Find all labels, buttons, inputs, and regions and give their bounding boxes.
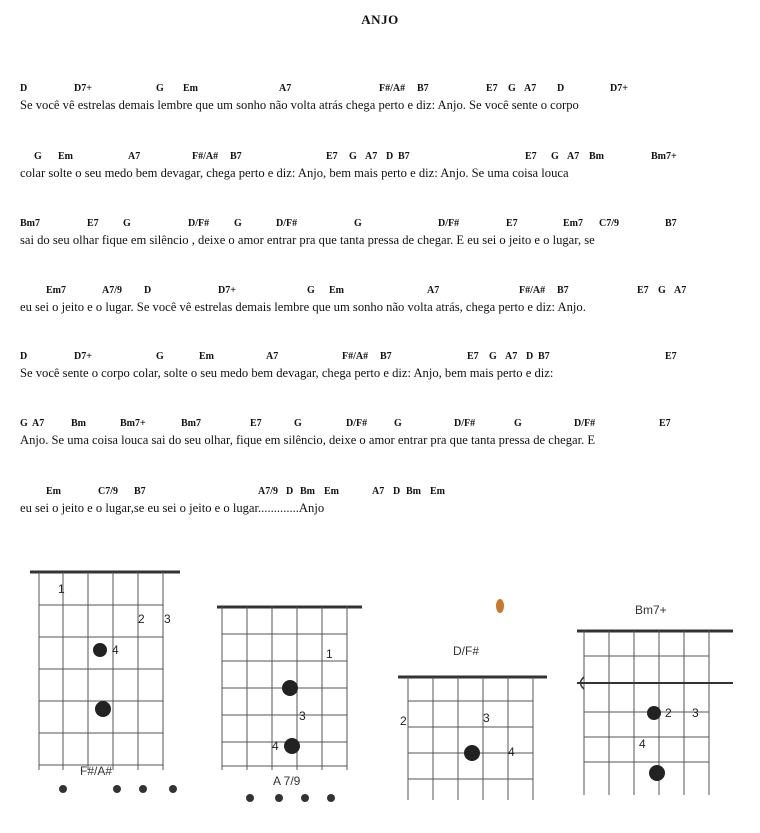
lyric-line: eu sei o jeito e o lugar. Se você vê estrelas demais lembre que um sonho não volta atrás, chega perto e diz: Anjo. [20, 300, 586, 314]
chord: D/F# [574, 418, 596, 429]
chord: E7 [525, 151, 537, 162]
chord: G [307, 285, 315, 296]
chord: B7 [417, 83, 429, 94]
chord: D/F# [346, 418, 368, 429]
finger-number: 1 [58, 582, 65, 596]
chord-lyric-block [20, 285, 750, 315]
chord-line [20, 486, 750, 500]
chord: F#/A# [379, 83, 406, 94]
chord-lyric-block [20, 486, 750, 516]
chord: Bm7+ [651, 151, 677, 162]
chord: G [354, 218, 362, 229]
chord-line [20, 83, 750, 97]
lyric-line: Se você sente o corpo colar, solte o seu medo bem devagar, chega perto e diz: Anjo, bem mais perto e diz: [20, 366, 554, 380]
lyric-line: eu sei o jeito e o lugar,se eu sei o jeito e o lugar.............Anjo [20, 501, 325, 515]
string-marker [59, 785, 67, 793]
chord: D/F# [276, 218, 298, 229]
finger-dot [649, 765, 665, 781]
chord: G [156, 83, 164, 94]
lyric-line: colar solte o seu medo bem devagar, chega perto e diz: Anjo, bem mais perto e diz: Anjo. Se uma coisa louca [20, 166, 569, 180]
chord: A7 [266, 351, 279, 362]
chord: C7/9 [98, 486, 118, 497]
lyric-line: Se você vê estrelas demais lembre que um sonho não volta atrás chega perto e diz: Anjo. Se você sente o corpo [20, 98, 579, 112]
chord: D [557, 83, 565, 94]
chord: G [514, 418, 522, 429]
chord: F#/A# [342, 351, 369, 362]
chord-line [20, 418, 750, 432]
chord: G [294, 418, 302, 429]
chord: A7/9 [258, 486, 278, 497]
string-marker [169, 785, 177, 793]
orange-smudge [492, 596, 508, 616]
string-marker [139, 785, 147, 793]
diagram-grid [584, 631, 709, 795]
chord: B7 [398, 151, 410, 162]
diagram-chord-name: A 7/9 [273, 774, 301, 788]
chord: B7 [538, 351, 550, 362]
string-marker [301, 794, 309, 802]
chord: G [508, 83, 516, 94]
chord: B7 [665, 218, 677, 229]
finger-number: 4 [639, 737, 646, 751]
chord: E7 [87, 218, 99, 229]
song-title: ANJO [361, 12, 399, 27]
finger-number: 4 [112, 643, 119, 657]
string-marker [327, 794, 335, 802]
finger-number: 2 [138, 612, 145, 626]
finger-number: 3 [483, 711, 490, 725]
chord: Em [46, 486, 61, 497]
chord: A7 [674, 285, 687, 296]
chord: E7 [486, 83, 498, 94]
chord: D [526, 351, 534, 362]
finger-dot [95, 701, 111, 717]
chord: Em7 [46, 285, 66, 296]
chord-line [20, 151, 750, 165]
chord: D [286, 486, 294, 497]
finger-dot [464, 745, 480, 761]
chord: Bm [300, 486, 315, 497]
chord: A7 [427, 285, 440, 296]
chord: A7 [372, 486, 385, 497]
chord-diagram-bm7plus [575, 600, 735, 800]
chord: D7+ [610, 83, 628, 94]
diagram-chord-name: Bm7+ [635, 603, 667, 617]
finger-number: 1 [326, 647, 333, 661]
chord: Bm [406, 486, 421, 497]
chord: E7 [506, 218, 518, 229]
chord: Bm7 [181, 418, 201, 429]
chord-line [20, 351, 750, 365]
chord: Em [183, 83, 198, 94]
finger-number: 4 [508, 745, 515, 759]
chord-line [20, 285, 750, 299]
chord: D [393, 486, 401, 497]
finger-number: 3 [164, 612, 171, 626]
chord: A7 [32, 418, 45, 429]
finger-dot [647, 706, 661, 720]
chord: D7+ [74, 83, 92, 94]
chord: Em [58, 151, 73, 162]
diagram-grid [39, 572, 163, 770]
lyric-line: sai do seu olhar fique em silêncio , deixe o amor entrar pra que tanta pressa de chegar. E eu sei o jeito e o lugar, se [20, 233, 595, 247]
chord: D [144, 285, 152, 296]
diagram-chord-name: D/F# [453, 644, 480, 658]
chord: A7 [524, 83, 537, 94]
chord: G [156, 351, 164, 362]
chord: Bm7 [20, 218, 40, 229]
chord: A7 [505, 351, 518, 362]
chord-lyric-block [20, 351, 750, 381]
chord: Em7 [563, 218, 583, 229]
chord: C7/9 [599, 218, 619, 229]
chord: D [20, 83, 28, 94]
diagram-chord-name: F#/A# [80, 764, 113, 778]
chord: Em [324, 486, 339, 497]
finger-dot [93, 643, 107, 657]
chord: D [386, 151, 394, 162]
chord: D7+ [218, 285, 236, 296]
chord: E7 [659, 418, 671, 429]
chord-lyric-block [20, 218, 750, 248]
chord-diagram-d-fsharp [395, 640, 555, 810]
chord: Em [329, 285, 344, 296]
chord: G [489, 351, 497, 362]
chord: F#/A# [519, 285, 546, 296]
chord: E7 [665, 351, 677, 362]
chord: B7 [557, 285, 569, 296]
chord-lyric-block [20, 151, 750, 181]
chord: E7 [250, 418, 262, 429]
finger-number: 2 [665, 706, 672, 720]
chord: B7 [380, 351, 392, 362]
diagram-grid [408, 677, 533, 800]
chord-line [20, 218, 750, 232]
chord: G [349, 151, 357, 162]
chord: B7 [230, 151, 242, 162]
finger-number: 3 [692, 706, 699, 720]
chord: D [20, 351, 28, 362]
chord: E7 [637, 285, 649, 296]
chord-diagram-a79 [215, 600, 365, 805]
chord-diagram-fsharp-asharp [25, 565, 185, 800]
chord: D/F# [454, 418, 476, 429]
chord: E7 [326, 151, 338, 162]
string-marker [113, 785, 121, 793]
chord: G [658, 285, 666, 296]
finger-dot [284, 738, 300, 754]
chord: G [34, 151, 42, 162]
chord: A7 [365, 151, 378, 162]
chord-lyric-block [20, 418, 750, 448]
chord-lyric-block [20, 83, 750, 113]
lyric-line: Anjo. Se uma coisa louca sai do seu olhar, fique em silêncio, deixe o amor entrar pra que tanta pressa de chegar. E [20, 433, 596, 447]
chord: G [234, 218, 242, 229]
chord: B7 [134, 486, 146, 497]
chord: A7 [567, 151, 580, 162]
finger-number: 4 [272, 739, 279, 753]
chord: Bm7+ [120, 418, 146, 429]
string-marker [246, 794, 254, 802]
chord: Bm [589, 151, 604, 162]
chord: F#/A# [192, 151, 219, 162]
chord: G [20, 418, 28, 429]
chord: D/F# [438, 218, 460, 229]
chord: D7+ [74, 351, 92, 362]
chord: G [394, 418, 402, 429]
chord: G [123, 218, 131, 229]
string-marker [275, 794, 283, 802]
chord: E7 [467, 351, 479, 362]
chord: A7/9 [102, 285, 122, 296]
chord: Bm [71, 418, 86, 429]
chord: Em [199, 351, 214, 362]
finger-dot [282, 680, 298, 696]
chord: Em [430, 486, 445, 497]
finger-number: 2 [400, 714, 407, 728]
chord: A7 [279, 83, 292, 94]
finger-number: 3 [299, 709, 306, 723]
chord: A7 [128, 151, 141, 162]
chord: G [551, 151, 559, 162]
chord: D/F# [188, 218, 210, 229]
